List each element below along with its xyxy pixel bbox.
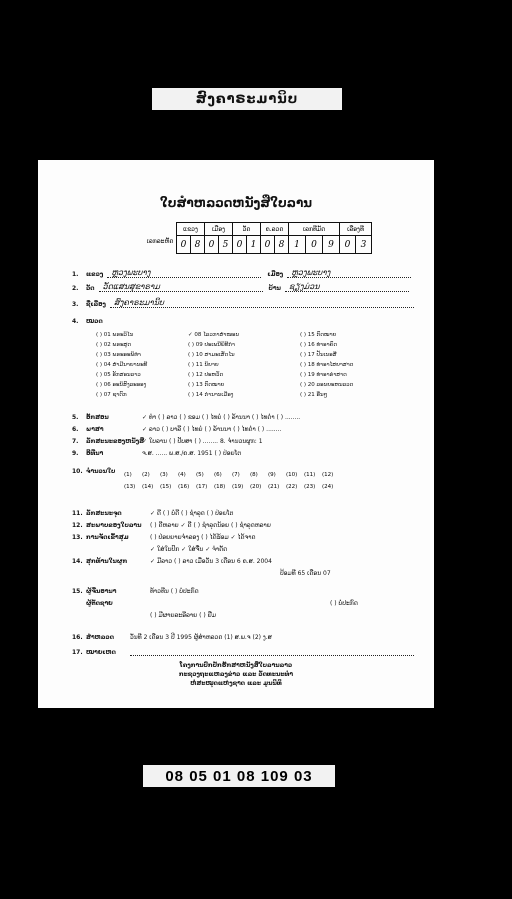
- field-scribe: 15. ຜູ້ຈື່ນອານາ ທ້າວທີນ ( ) ບໍ່ປະກົດ: [72, 588, 199, 595]
- field-title: [72, 298, 414, 308]
- category-column-2: ✓ 08 ໄລວກາສຳໝອນ ( ) 09 ປະເພນີພິທີກຳ ( ) 10 ສາມະເສັດໄນ ( ) 11 ນິຍາຍ ( ) 12 ປະຫວັດ ( ) 13 ກົດໝາຍ ( ) 14 ກຳນານເມືອງ: [188, 332, 240, 398]
- id-digit: 8: [191, 236, 205, 254]
- field-script: 5. ອັກສອນ ✓ ທຳ ( ) ລາວ ( ) ຂອມ ( ) ໄທຍໍ ( ) ລ້ານນາ ( ) ໄທດຳ ( ) ........: [72, 414, 301, 421]
- id-header-cell: ເລືອງທີ: [340, 223, 372, 236]
- id-header-cell: ເມືອງ: [205, 223, 233, 236]
- form-title: ໃບສຳຫລວດຫນັງສືໃບລານ: [159, 196, 313, 210]
- id-header-cell: ຄ.ລວດ: [261, 223, 289, 236]
- field-sponsor-cont: ( ) ມີຜາຍລະອີລາຍ ( ) ຢືມ: [150, 612, 217, 619]
- field-condition: 11. ລັກສະນະຈຸດ ✓ ດີ ( ) ບໍ່ດີ ( ) ຊຳລຸດ ( ) ປ່ອຍໂຕ: [72, 510, 234, 517]
- id-digit: 0: [233, 236, 247, 254]
- id-digit: 0: [205, 236, 219, 254]
- id-digit: 1: [289, 236, 306, 254]
- id-digit: 9: [323, 236, 340, 254]
- field-num: 2.: [72, 285, 79, 292]
- field-label: ຊື່ເລື່ອງ: [86, 301, 106, 308]
- field-storage-cont: ✓ ໃສ່ໃບປົກ ✓ ໃສ່ຈື່ນ ✓ ຈຳດັດ: [150, 546, 228, 553]
- field-colophon: 14. ສຸກທ້ານໃນຜູກ ✓ ມີລາວ ( ) ລາວ ເມື່ອວັນ 3 ເດືອນ 6 ຄ.ສ. 2004: [72, 558, 272, 565]
- field-remarks: 17. ໝາຍເຫດ: [72, 646, 414, 656]
- footer-line: ຫໍສະໝຸດແຫ່ງຊາດ ແລະ ມູນນິທິ: [190, 680, 282, 687]
- field-temple: [72, 282, 409, 292]
- field-label: ບ້ານ: [268, 285, 281, 292]
- category-label: ໝວດ: [86, 318, 103, 325]
- category-column-3: ( ) 15 ກົດໝາຍ ( ) 16 ທຳອາຄົດ ( ) 17 ປັນເນອສື ( ) 18 ທຳອາໄສຍາສາດ ( ) 19 ທຳອາຣຳສາດ ( ) 20 ລອນຍະຫນລວດ ( ) 21 ອື່ນໆ: [300, 332, 354, 398]
- id-label: ເລກລະຫັດ: [146, 238, 174, 245]
- field-leaves-heading: 10. ຈຳນວນໃບ: [72, 468, 116, 475]
- id-digit: 1: [247, 236, 261, 254]
- category-column-1: ( ) 01 ພຣະວິໄນ ( ) 02 ພຣະສູດ ( ) 03 ພຣະອະພິທຳ ( ) 04 ສຳມີນາຍານະທີ ( ) 05 ອັກສອນລາວ ( ) 06 ອະນິສົງລະອອງ ( ) 07 ຊາດົກ: [96, 332, 148, 398]
- id-header-cell: ວັດ: [233, 223, 261, 236]
- field-value: ຫຼວງພະບາງ: [287, 268, 411, 278]
- leaves-grid-bottom: (13) (14) (15) (16) (17) (18) (19) (20) (21) (22) (23) (24): [124, 484, 334, 490]
- footer-line: ໂຄງການປົກປັກຮັກສາຫນັງສືໃບລານລາວ: [179, 662, 293, 669]
- survey-form-page: [38, 160, 434, 708]
- field-date: 9. ອີທີ່ນາ ຈ.ສ. ...... ພ.ສ./ຄ.ສ. 1951 ( ) ປ່ອຍໂຕ: [72, 450, 242, 457]
- field-material: 7. ລັກສະນະຂອງຫນັງສື ✓ ໃບລານ ( ) ປັບສາ ( ) ........ 8. ຈຳນວນຜູກ: 1: [72, 438, 263, 445]
- field-num: 3.: [72, 301, 79, 308]
- field-label: ແຂວງ: [86, 271, 104, 278]
- header-title-label: ສົງຄາຣະມານິບ: [152, 88, 342, 110]
- id-digit: 8: [275, 236, 289, 254]
- field-sponsor: ຜູ້ຕັດຊາຍ ( ) ບໍ່ປະກົດ: [86, 600, 358, 607]
- field-storage: 13. ການຈັດເຂົ້າສຸມ ( ) ປ່ອຍຍາຍຈຳລອງ ( ) ໄດ້ຮ້ອມ ✓ ໄດ້ຈາດ: [72, 534, 256, 541]
- field-label: ເມືອງ: [267, 271, 284, 278]
- id-digit: 0: [261, 236, 275, 254]
- field-value: ວັດແສນສຸຂາຣາມ: [99, 282, 263, 292]
- footer-line: ກະຊວງຖະແຫລງຂ່າວ ແລະ ວັດທະນະທຳ: [178, 671, 294, 678]
- field-value: ຊຽງມ່ວນ: [285, 282, 409, 292]
- field-language: 6. ພາສາ ✓ ລາວ ( ) ບາລີ ( ) ໄທຍໍ ( ) ລ້ານນາ ( ) ໄທດຳ ( ) ........: [72, 426, 282, 433]
- field-label: ວັດ: [86, 285, 95, 292]
- id-digit: 5: [219, 236, 233, 254]
- leaves-grid-top: (1) (2) (3) (4) (5) (6) (7) (8) (9) (10) (11) (12): [124, 472, 334, 478]
- id-digit: 0: [177, 236, 191, 254]
- category-heading: 4. ໝວດ: [72, 318, 103, 325]
- field-value: ຫຼວງພະບາງ: [107, 268, 261, 278]
- id-code-block: [144, 222, 372, 254]
- field-value: ສົງຄາຣະມານິບ: [110, 298, 414, 308]
- id-digit: 3: [356, 236, 372, 254]
- id-header-cell: ແຂວງ: [177, 223, 205, 236]
- id-code-table: [176, 222, 372, 254]
- field-num: 1.: [72, 271, 79, 278]
- field-province: [72, 268, 411, 278]
- field-colophon-cont: ປ້ອມທີ 65 ເດືອນ 07: [280, 570, 331, 577]
- id-digit: 0: [306, 236, 323, 254]
- bottom-code-label: 08 05 01 08 109 03: [143, 765, 335, 787]
- field-state: 12. ສະພາບຂອງໃບລານ ( ) ດີຫລາຍ ✓ ດີ ( ) ຊຳລຸດນ້ອຍ ( ) ຊຳລຸດຫລາຍ: [72, 522, 271, 529]
- id-digit: 0: [340, 236, 356, 254]
- field-survey: 16. ສຳຫລວດ ວັນທີ 2 ເດືອນ 3 ປີ 1995 ຜູ້ສຳຫລວດ (1) ສ.ພ.ຈ (2) ງ.ສ: [72, 634, 272, 641]
- id-header-cell: ເລກທີມັດ: [289, 223, 340, 236]
